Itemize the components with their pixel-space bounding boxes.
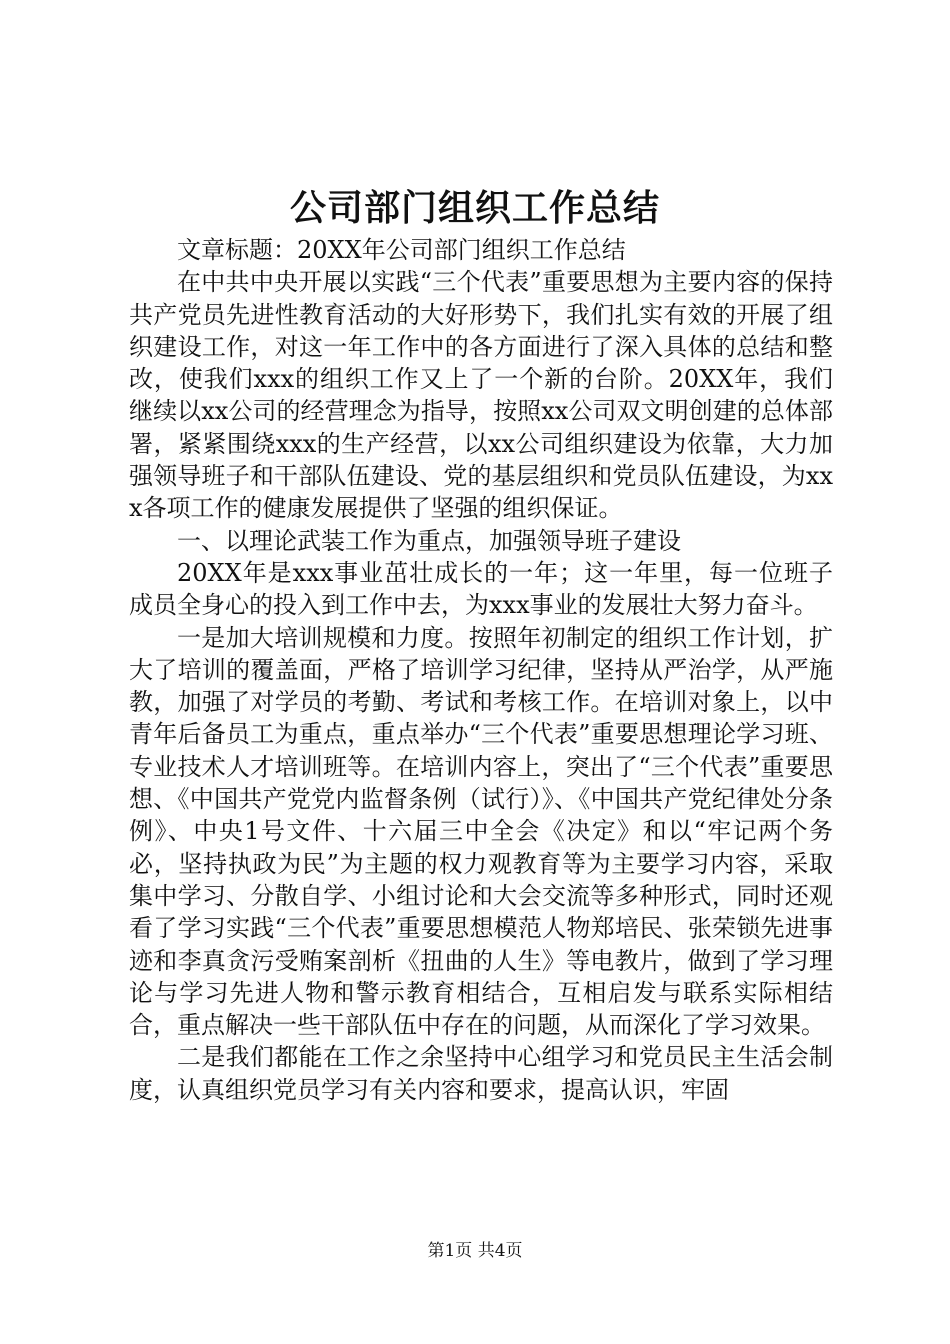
page-number-footer: 第1页 共4页	[427, 1241, 523, 1261]
article-title-line: 文章标题：20XX年公司部门组织工作总结	[177, 236, 626, 264]
paragraph-intro: 在中共中央开展以实践“三个代表”重要思想为主要内容的保持共产党员先进性教育活动的大好形势下，我们扎实有效的开展了组织建设工作，对这一年工作中的各方面进行了深入具体的总结和整改，使我们xxx的组织工作又上了一个新的台阶。20XX年，我们继续以xx公司的经营理念为指导，按照xx公司双文明创建的总体部署，紧紧围绕xxx的生产经营，以xx公司组织建设为依靠，大力加强领导班子和干部队伍建设、党的基层组织和党员队伍建设，为xxx各项工作的健康发展提供了坚强的组织保证。	[129, 268, 833, 523]
paragraph-study-system: 二是我们都能在工作之余坚持中心组学习和党员民主生活会制度，认真组织党员学习有关内容和要求，提高认识，牢固	[129, 1043, 833, 1104]
section-heading-1: 一、以理论武装工作为重点，加强领导班子建设	[177, 526, 681, 555]
paragraph-training: 一是加大培训规模和力度。按照年初制定的组织工作计划，扩大了培训的覆盖面，严格了培训学习纪律，坚持从严治学，从严施教，加强了对学员的考勤、考试和考核工作。在培训对象上，以中青年后备员工为重点，重点举办“三个代表”重要思想理论学习班、专业技术人才培训班等。在培训内容上，突出了“三个代表”重要思想、《中国共产党党内监督条例（试行）》、《中国共产党纪律处分条例》、中央1号文件、十六届三中全会《决定》和以“牢记两个务必，坚持执政为民”为主题的权力观教育等为主要学习内容，采取集中学习、分散自学、小组讨论和大会交流等多种形式，同时还观看了学习实践“三个代表”重要思想模范人物郑培民、张荣锁先进事迹和李真贪污受贿案剖析《扭曲的人生》等电教片，做到了学习理论与学习先进人物和警示教育相结合，互相启发与联系实际相结合，重点解决一些干部队伍中存在的问题，从而深化了学习效果。	[129, 623, 833, 1040]
document-title: 公司部门组织工作总结	[289, 187, 660, 229]
document-body	[129, 234, 833, 1106]
paragraph-year-overview: 20XX年是xxx事业茁壮成长的一年；这一年里，每一位班子成员全身心的投入到工作中去，为xxx事业的发展壮大努力奋斗。	[129, 558, 833, 620]
